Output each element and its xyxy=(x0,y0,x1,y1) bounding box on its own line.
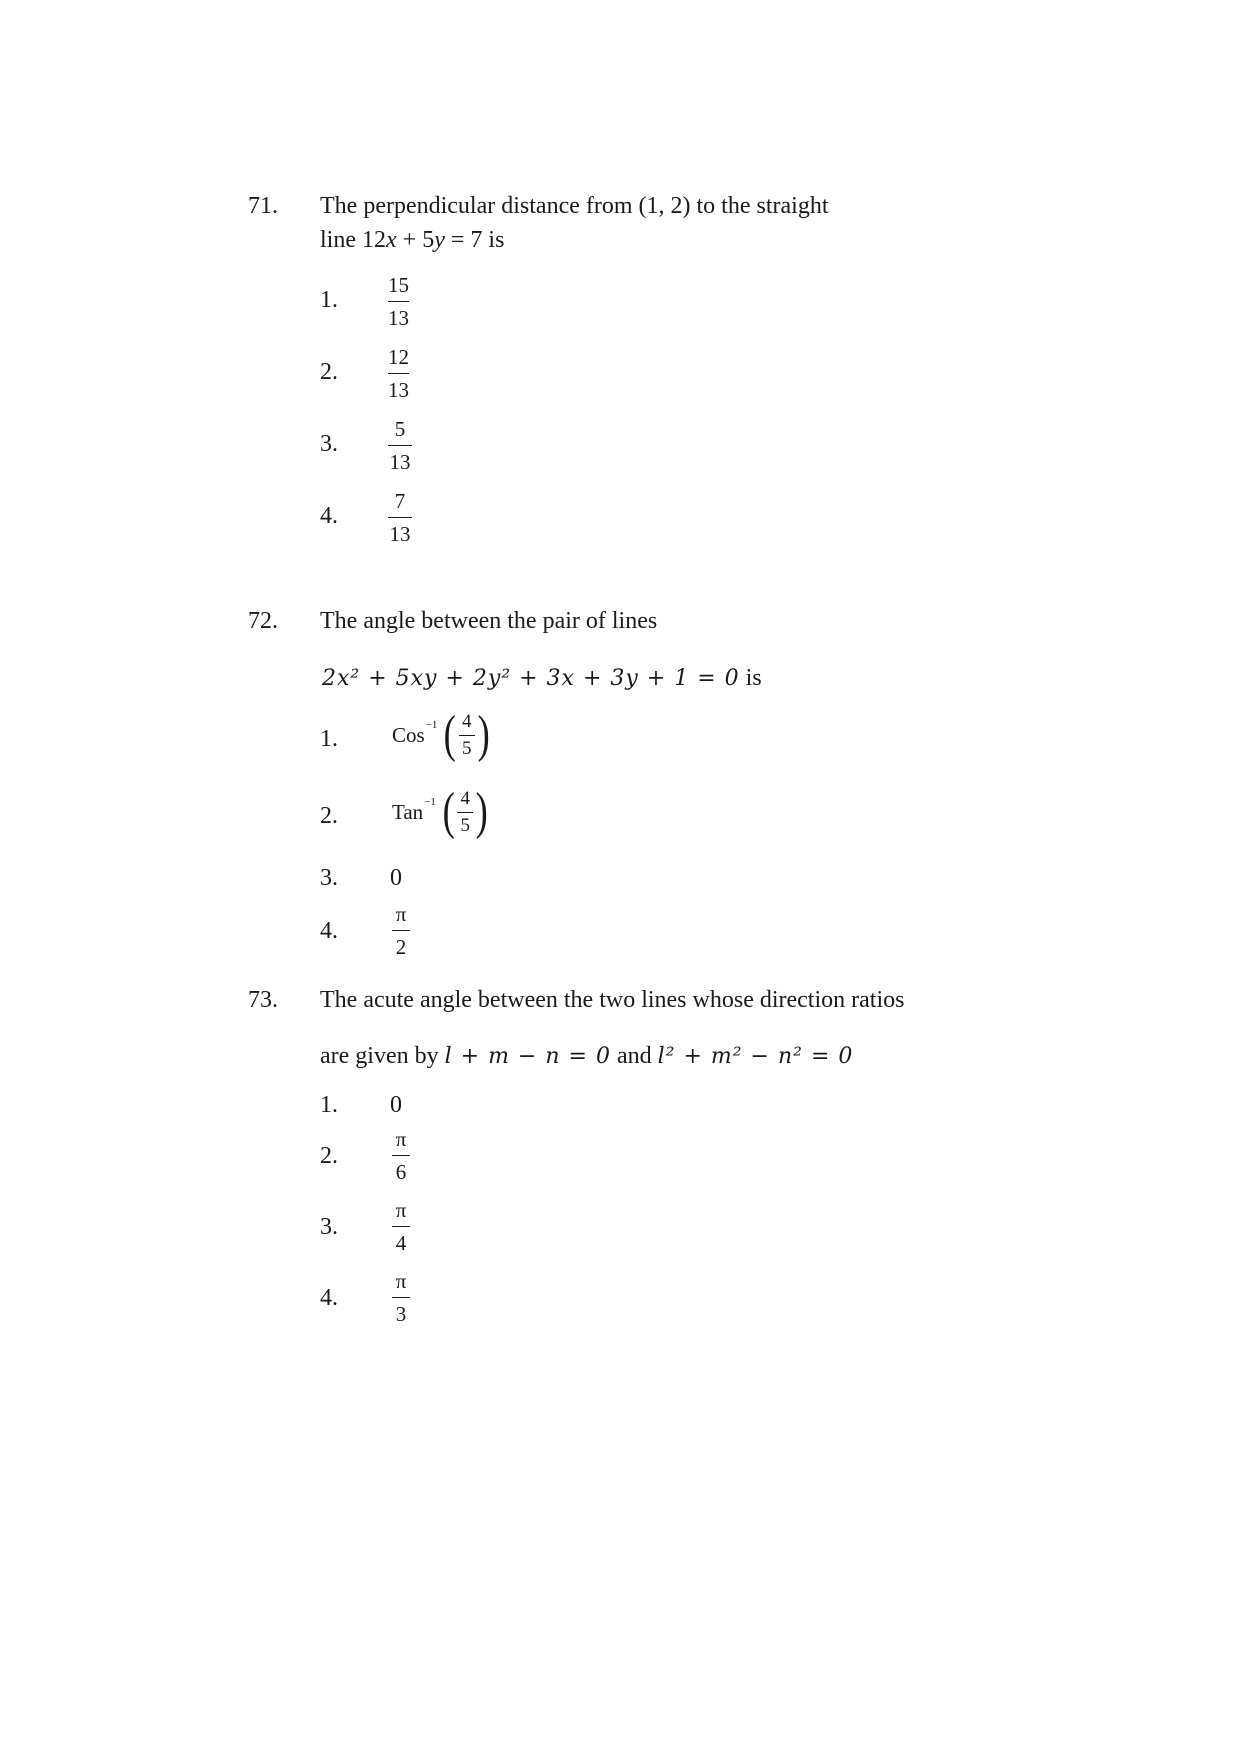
fraction: 15 13 xyxy=(388,273,409,330)
question-text-line1: The acute angle between the two lines whose direction ratios xyxy=(320,987,905,1013)
option-number: 1. xyxy=(320,287,338,313)
fraction: 5 13 xyxy=(389,417,411,474)
fraction: π 2 xyxy=(392,901,410,960)
question-number: 73. xyxy=(248,987,278,1013)
question-equation: 2x² + 5xy + 2y² + 3x + 3y + 1 = 0 is xyxy=(322,665,762,691)
inverse-cosine-expression: Cos −1 ( $\frac{4}{5}$ ) xyxy=(392,706,490,763)
option-value: 0 xyxy=(390,1092,402,1118)
fraction: 12 13 xyxy=(388,345,409,402)
fraction: π 3 xyxy=(392,1268,410,1327)
option-value: 0 xyxy=(390,865,402,891)
option-number: 2. xyxy=(320,1143,338,1169)
question-text-line2: line 12x + 5y = 7 is xyxy=(320,227,505,253)
option-number: 1. xyxy=(320,726,338,752)
question-text-line1: The perpendicular distance from (1, 2) to the straight xyxy=(320,193,829,219)
option-number: 2. xyxy=(320,803,338,829)
question-number: 71. xyxy=(248,193,278,219)
fraction: π 6 xyxy=(392,1126,410,1185)
question-text-line1: The angle between the pair of lines xyxy=(320,608,658,634)
question-number: 72. xyxy=(248,608,278,634)
fraction: 7 13 xyxy=(389,489,411,546)
option-number: 3. xyxy=(320,431,338,457)
option-number: 3. xyxy=(320,1214,338,1240)
option-number: 4. xyxy=(320,1285,338,1311)
option-number: 3. xyxy=(320,865,338,891)
option-number: 1. xyxy=(320,1092,338,1118)
option-number: 2. xyxy=(320,359,338,385)
question-text-line2: are given by l + m − n = 0 and l² + m² − n² = 0 xyxy=(320,1043,854,1069)
option-number: 4. xyxy=(320,503,338,529)
inverse-tangent-expression: Tan −1 ( $\frac{4}{5}$ ) xyxy=(392,783,488,840)
option-number: 4. xyxy=(320,918,338,944)
fraction: π 4 xyxy=(392,1197,410,1256)
